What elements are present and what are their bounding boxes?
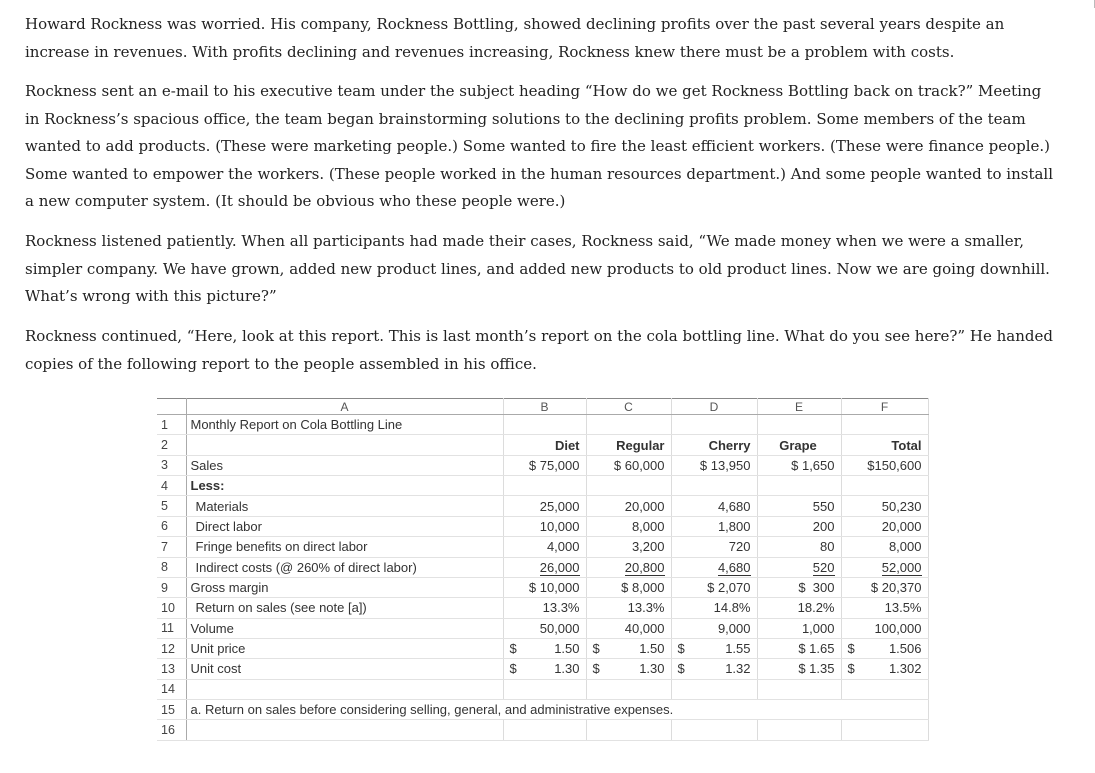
table-row: [157, 435, 928, 455]
cell: $ 1.35: [757, 659, 841, 679]
cell: 4,680: [671, 496, 757, 516]
col-header-a: A: [186, 399, 503, 415]
table-row: [157, 598, 928, 618]
header-cherry: Cherry: [671, 435, 757, 455]
cell: 26,000: [539, 559, 580, 575]
cell: 550: [757, 496, 841, 516]
cell: $ 20,370: [841, 577, 928, 597]
cell: 520: [812, 559, 835, 575]
row-number: 7: [157, 537, 186, 557]
cell: $150,600: [841, 455, 928, 475]
row-label: Return on sales (see note [a]): [186, 598, 503, 618]
row-label: Materials: [186, 496, 503, 516]
cell: 3,200: [586, 537, 671, 557]
table-row: [157, 638, 928, 658]
cell: 40,000: [586, 618, 671, 638]
col-header-b: B: [503, 399, 586, 415]
cell: $ 10,000: [503, 577, 586, 597]
row-label: Fringe benefits on direct labor: [186, 537, 503, 557]
row-label: Gross margin: [186, 577, 503, 597]
cell: $ 13,950: [671, 455, 757, 475]
cell: 50,000: [503, 618, 586, 638]
cell: $ 75,000: [503, 455, 586, 475]
cell: 18.2%: [757, 598, 841, 618]
cell: 20,800: [624, 559, 665, 575]
cell: 1,000: [757, 618, 841, 638]
cell: $ 1.65: [757, 638, 841, 658]
header-total: Total: [841, 435, 928, 455]
cell: 200: [757, 516, 841, 536]
dollar-sign: $: [677, 661, 685, 677]
table-row: [157, 537, 928, 557]
cell: 9,000: [671, 618, 757, 638]
dollar-sign: $: [847, 661, 855, 677]
header-diet: Diet: [503, 435, 586, 455]
table-row: [157, 476, 928, 496]
cell: 13.3%: [586, 598, 671, 618]
corner-cell: [157, 399, 186, 415]
cell: 52,000: [881, 559, 922, 575]
table-row: [157, 618, 928, 638]
row-number: 16: [157, 720, 186, 740]
row-number: 15: [157, 700, 186, 720]
paragraph-3: Rockness listened patiently. When all participants had made their cases, Rockness said, “We made money when we were a smaller, simpler company. We have grown, added new product lines, and added new products to old product lines. Now we are going downhill. What’s wrong with this picture?”: [25, 232, 1050, 305]
cell: 1.30: [639, 661, 665, 677]
paragraph-1: Howard Rockness was worried. His company, Rockness Bottling, showed declining profits over the past several years despite an increase in revenues. With profits declining and revenues increasing, Rockness knew there must be a problem with costs.: [25, 15, 1005, 61]
column-header-row: [157, 399, 928, 415]
cell: 1.30: [554, 661, 580, 677]
paragraph-4: Rockness continued, “Here, look at this report. This is last month’s report on the cola bottling line. What do you see here?” He handed copies of the following report to the people assembled in his office.: [25, 327, 1053, 373]
cola-report-spreadsheet: [157, 398, 928, 744]
table-row: [157, 700, 928, 720]
col-header-e: E: [757, 399, 841, 415]
cell: 80: [757, 537, 841, 557]
cell: 8,000: [841, 537, 928, 557]
cell: 20,000: [586, 496, 671, 516]
row-number: 14: [157, 679, 186, 699]
table-row: [157, 577, 928, 597]
cell: 4,680: [717, 559, 751, 575]
cell: 100,000: [841, 618, 928, 638]
row-label: Indirect costs (@ 260% of direct labor): [186, 557, 503, 577]
header-regular: Regular: [586, 435, 671, 455]
table-row: [157, 557, 928, 577]
cell: 8,000: [586, 516, 671, 536]
cell: 13.5%: [841, 598, 928, 618]
dollar-sign: $: [509, 641, 517, 657]
dollar-sign: $: [677, 641, 685, 657]
cell: 1.55: [725, 641, 751, 657]
cell: $ 8,000: [586, 577, 671, 597]
paragraph-2: Rockness sent an e-mail to his executive team under the subject heading “How do we get Rockness Bottling back on track?” Meeting in Rockness’s spacious office, the team began brainstorming solutions to the declining profits problem. Some members of the team wanted to add products. (These were marketing people.) Some wanted to fire the least efficient workers. (These were finance people.) Some wanted to empower the workers. (These people worked in the human resources department.) And some people wanted to install a new computer system. (It should be obvious who these people were.): [25, 82, 1054, 210]
row-number: 8: [157, 557, 186, 577]
row-number: 10: [157, 598, 186, 618]
dollar-sign: $: [592, 641, 600, 657]
row-number: 5: [157, 496, 186, 516]
table-row: [157, 455, 928, 475]
row-number: 1: [157, 415, 186, 435]
cell: 1.506: [888, 641, 922, 657]
cell: 720: [671, 537, 757, 557]
row-number: 11: [157, 618, 186, 638]
cell: $ 300: [757, 577, 841, 597]
cell: $ 60,000: [586, 455, 671, 475]
row-label: Less:: [186, 476, 503, 496]
cell: 25,000: [503, 496, 586, 516]
cell: 1.302: [888, 661, 922, 677]
cell: 14.8%: [671, 598, 757, 618]
col-header-c: C: [586, 399, 671, 415]
header-grape: Grape: [757, 435, 841, 455]
dollar-sign: $: [847, 641, 855, 657]
row-label: Unit price: [186, 638, 503, 658]
cell: 1,800: [671, 516, 757, 536]
col-header-f: F: [841, 399, 928, 415]
cell: 1.32: [725, 661, 751, 677]
table-row: [157, 720, 928, 740]
cell: 1.50: [639, 641, 665, 657]
col-header-d: D: [671, 399, 757, 415]
row-number: 12: [157, 638, 186, 658]
dollar-sign: $: [509, 661, 517, 677]
table-row: [157, 415, 928, 435]
row-number: 4: [157, 476, 186, 496]
cell: 1.50: [554, 641, 580, 657]
cell: 10,000: [503, 516, 586, 536]
row-label: Volume: [186, 618, 503, 638]
cell: 20,000: [841, 516, 928, 536]
cell: 13.3%: [503, 598, 586, 618]
table-row: [157, 496, 928, 516]
row-label: Direct labor: [186, 516, 503, 536]
row-number: 6: [157, 516, 186, 536]
row-label: Unit cost: [186, 659, 503, 679]
dollar-sign: $: [592, 661, 600, 677]
row-number: 9: [157, 577, 186, 597]
row-number: 3: [157, 455, 186, 475]
cell: 50,230: [841, 496, 928, 516]
cell: $ 1,650: [757, 455, 841, 475]
footnote: a. Return on sales before considering selling, general, and administrative expenses.: [186, 700, 928, 720]
table-row: [157, 516, 928, 536]
cell: 4,000: [503, 537, 586, 557]
table-row: [157, 679, 928, 699]
row-number: 13: [157, 659, 186, 679]
report-title: Monthly Report on Cola Bottling Line: [186, 415, 503, 435]
row-number: 2: [157, 435, 186, 455]
table-row: [157, 659, 928, 679]
cell: $ 2,070: [671, 577, 757, 597]
row-label: Sales: [186, 455, 503, 475]
